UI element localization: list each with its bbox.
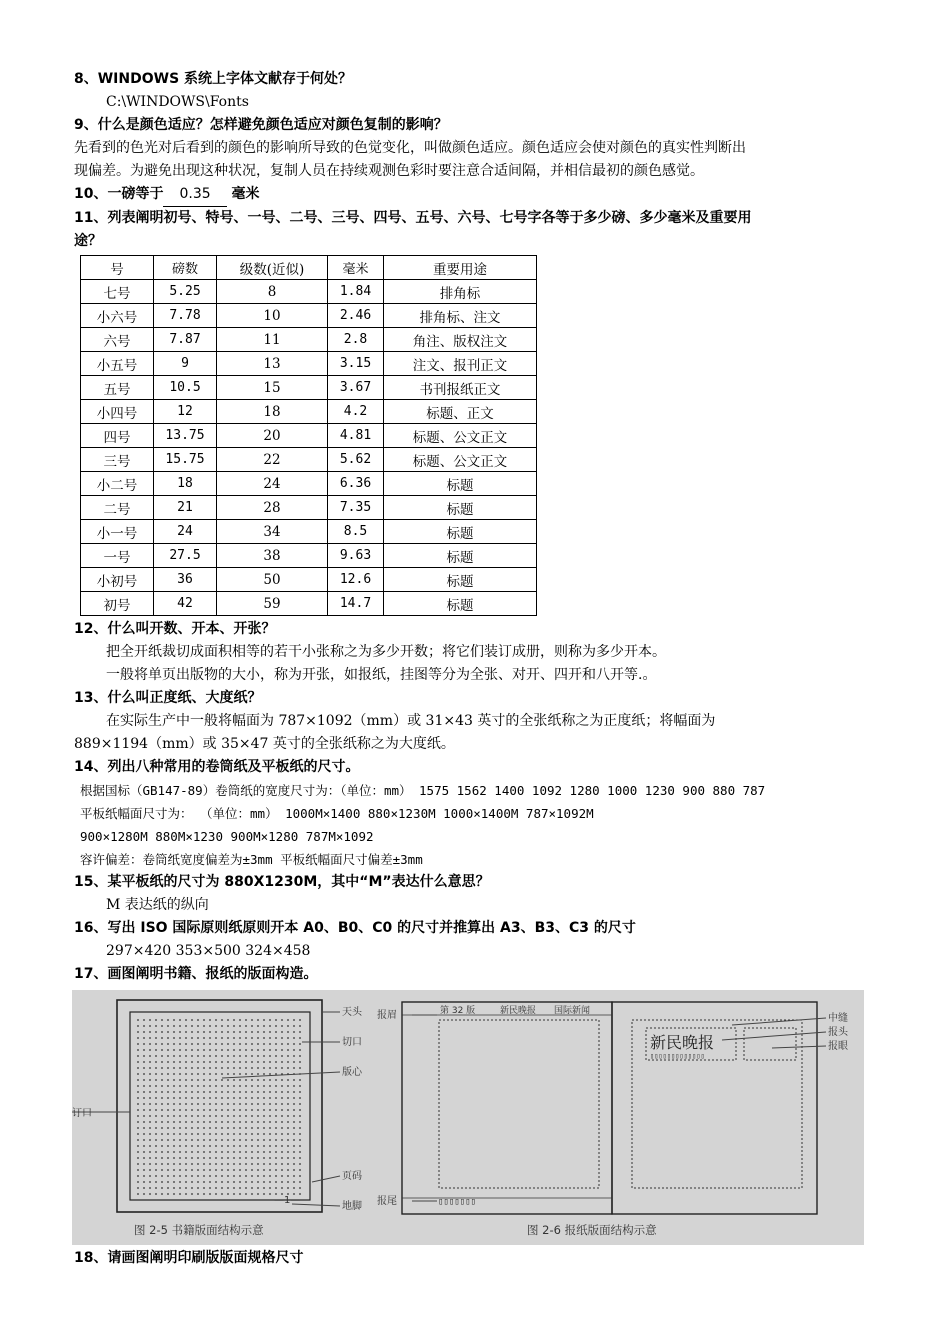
table-row	[81, 568, 537, 592]
table-header-row	[81, 256, 537, 280]
table-cell: 标题、公文正文	[384, 448, 537, 472]
table-cell: 标题	[384, 520, 537, 544]
paper-caption: 图 2-6 报纸版面结构示意	[527, 1223, 657, 1237]
table-cell: 标题	[384, 592, 537, 616]
q9-title: 9、什么是颜色适应？怎样避免颜色适应对颜色复制的影响？	[74, 117, 448, 133]
book-text-block	[137, 1019, 301, 1195]
table-cell: 七号	[81, 280, 154, 304]
table-cell: 小二号	[81, 472, 154, 496]
q10-suffix: 毫米	[231, 186, 260, 202]
table-cell: 3.67	[328, 376, 384, 400]
table-cell: 8	[217, 280, 328, 304]
q10-line	[74, 183, 880, 207]
table-cell: 标题、正文	[384, 400, 537, 424]
table-cell: 4.81	[328, 424, 384, 448]
q13-title: 13、什么叫正度纸、大度纸？	[74, 690, 262, 706]
table-cell: 7.78	[154, 304, 217, 328]
table-cell: 21	[154, 496, 217, 520]
table-cell: 12.6	[328, 568, 384, 592]
table-row	[81, 304, 537, 328]
page-number: —1—	[274, 1195, 301, 1206]
table-cell: 2.46	[328, 304, 384, 328]
label-baowei: 报尾	[377, 1196, 397, 1207]
table-cell: 42	[154, 592, 217, 616]
table-cell: 13	[217, 352, 328, 376]
book-caption: 图 2-5 书籍版面结构示意	[134, 1223, 264, 1237]
table-cell: 10	[217, 304, 328, 328]
q16-title: 16、写出 ISO 国际原则纸原则开本 A0、B0、C0 的尺寸并推算出 A3、B3、C3 的尺寸	[74, 920, 636, 936]
label-baoyan: 报眼	[828, 1041, 848, 1052]
layout-figure	[72, 990, 864, 1245]
book-diagram	[72, 1000, 363, 1237]
header-page-label: 第 32 版	[440, 1006, 476, 1016]
table-row	[81, 376, 537, 400]
table-cell: 二号	[81, 496, 154, 520]
table-cell: 书刊报纸正文	[384, 376, 537, 400]
q14-line3: 900×1280M 880M×1230 900M×1280 787M×1092	[80, 829, 374, 844]
table-row	[81, 352, 537, 376]
table-cell: 11	[217, 328, 328, 352]
table-cell: 20	[217, 424, 328, 448]
table-cell: 排角标、注文	[384, 304, 537, 328]
table-cell: 15	[217, 376, 328, 400]
table-cell: 8.5	[328, 520, 384, 544]
q14-line4: 容许偏差：卷筒纸宽度偏差为±3mm 平板纸幅面尺寸偏差±3mm	[80, 852, 423, 867]
table-header-cell: 级数(近似)	[217, 256, 328, 280]
table-cell: 27.5	[154, 544, 217, 568]
newspaper-diagram	[377, 1002, 849, 1237]
table-row	[81, 400, 537, 424]
q13-line2: 889×1194（mm）或 35×47 英寸的全张纸称之为大度纸。	[74, 736, 455, 752]
table-cell: 15.75	[154, 448, 217, 472]
q8-title: 8、WINDOWS 系统上字体文献存于何处？	[74, 71, 353, 87]
table-cell: 三号	[81, 448, 154, 472]
q9-line1: 先看到的色光对后看到的颜色的影响所导致的色觉变化，叫做颜色适应。颜色适应会使对颜色的真实性判断出	[74, 140, 746, 156]
table-cell: 18	[154, 472, 217, 496]
table-cell: 标题	[384, 496, 537, 520]
table-row	[81, 424, 537, 448]
label-dijiao: 地脚	[342, 1201, 362, 1212]
table-cell: 注文、报刊正文	[384, 352, 537, 376]
label-yema: 页码	[342, 1171, 362, 1182]
table-header-cell: 磅数	[154, 256, 217, 280]
masthead-title: 新民晚报	[650, 1033, 715, 1052]
q16-answer: 297×420 353×500 324×458	[106, 943, 311, 959]
table-cell: 一号	[81, 544, 154, 568]
q12-title: 12、什么叫开数、开本、开张？	[74, 621, 276, 637]
header-section: 国际新闻	[554, 1006, 591, 1016]
q17-title: 17、画图阐明书籍、报纸的版面构造。	[74, 966, 318, 982]
table-row	[81, 496, 537, 520]
label-banxin: 版心	[342, 1067, 362, 1078]
table-cell: 6.36	[328, 472, 384, 496]
table-cell: 24	[154, 520, 217, 544]
header-paper-name: 新民晚报	[500, 1006, 537, 1016]
table-cell: 7.87	[154, 328, 217, 352]
table-cell: 59	[217, 592, 328, 616]
document-page	[74, 68, 880, 1270]
table-row	[81, 280, 537, 304]
q11-title-line2: 途？	[74, 233, 102, 249]
table-cell: 角注、版权注文	[384, 328, 537, 352]
table-cell: 六号	[81, 328, 154, 352]
table-cell: 四号	[81, 424, 154, 448]
table-cell: 22	[217, 448, 328, 472]
table-cell: 标题	[384, 472, 537, 496]
table-cell: 18	[217, 400, 328, 424]
table-cell: 小初号	[81, 568, 154, 592]
table-cell: 3.15	[328, 352, 384, 376]
table-cell: 28	[217, 496, 328, 520]
table-cell: 34	[217, 520, 328, 544]
label-baomei: 报眉	[377, 1010, 397, 1021]
table-cell: 24	[217, 472, 328, 496]
table-cell: 标题	[384, 544, 537, 568]
table-header-cell: 号	[81, 256, 154, 280]
q10-value: 0.35	[163, 183, 226, 207]
table-cell: 小六号	[81, 304, 154, 328]
q18-title: 18、请画图阐明印刷版版面规格尺寸	[74, 1250, 304, 1266]
q13-line1: 在实际生产中一般将幅面为 787×1092（mm）或 31×43 英寸的全张纸称之为正度纸；将幅面为	[106, 713, 716, 729]
table-cell: 9	[154, 352, 217, 376]
table-cell: 五号	[81, 376, 154, 400]
table-cell: 5.62	[328, 448, 384, 472]
table-cell: 标题、公文正文	[384, 424, 537, 448]
table-row	[81, 448, 537, 472]
q8-answer: C:\WINDOWS\Fonts	[106, 94, 249, 110]
q14-title: 14、列出八种常用的卷筒纸及平板纸的尺寸。	[74, 759, 360, 775]
font-size-table	[80, 255, 537, 616]
table-header-cell: 重要用途	[384, 256, 537, 280]
q10-prefix: 10、一磅等于	[74, 186, 164, 202]
table-cell: 10.5	[154, 376, 217, 400]
table-row	[81, 544, 537, 568]
table-cell: 2.8	[328, 328, 384, 352]
table-row	[81, 472, 537, 496]
label-dingkou: 订口	[72, 1108, 92, 1119]
q12-p2: 一般将单页出版物的大小，称为开张，如报纸，挂图等分为全张、对开、四开和八开等.。	[106, 667, 657, 683]
table-cell: 小五号	[81, 352, 154, 376]
table-cell: 13.75	[154, 424, 217, 448]
table-cell: 9.63	[328, 544, 384, 568]
q14-line1: 根据国标（GB147-89）卷筒纸的宽度尺寸为：（单位：mm） 1575 1562 1400 1092 1280 1000 1230 900 880 787	[80, 783, 766, 798]
table-cell: 50	[217, 568, 328, 592]
table-cell: 4.2	[328, 400, 384, 424]
table-row	[81, 592, 537, 616]
q15-answer: M 表达纸的纵向	[106, 897, 209, 913]
q15-title: 15、某平板纸的尺寸为 880X1230M，其中“M”表达什么意思？	[74, 874, 490, 890]
table-cell: 12	[154, 400, 217, 424]
table-cell: 14.7	[328, 592, 384, 616]
footer-mark: ▯▯▯▯▯▯▯	[438, 1197, 476, 1207]
table-cell: 36	[154, 568, 217, 592]
table-cell: 38	[217, 544, 328, 568]
q14-line2: 平板纸幅面尺寸为： （单位：mm） 1000M×1400 880×1230M 1000×1400M 787×1092M	[80, 806, 594, 821]
table-cell: 小四号	[81, 400, 154, 424]
table-header-cell: 毫米	[328, 256, 384, 280]
table-cell: 1.84	[328, 280, 384, 304]
label-qiekou: 切口	[342, 1037, 362, 1048]
masthead-sub: ▯▯▯▯▯▯▯▯▯▯▯▯▯	[650, 1052, 705, 1060]
table-row	[81, 520, 537, 544]
table-cell: 标题	[384, 568, 537, 592]
table-cell: 7.35	[328, 496, 384, 520]
label-zhongfeng: 中缝	[828, 1013, 848, 1024]
label-tiantou: 天头	[342, 1007, 362, 1018]
table-cell: 排角标	[384, 280, 537, 304]
table-row	[81, 328, 537, 352]
q11-title-line1: 11、列表阐明初号、特号、一号、二号、三号、四号、五号、六号、七号字各等于多少磅、多少毫米及重要用	[74, 210, 752, 226]
table-cell: 小一号	[81, 520, 154, 544]
q9-line2: 现偏差。为避免出现这种状况，复制人员在持续观测色彩时要注意合适间隔，并相信最初的颜色感觉。	[74, 163, 704, 179]
table-cell: 初号	[81, 592, 154, 616]
table-cell: 5.25	[154, 280, 217, 304]
layout-figure-svg	[72, 990, 864, 1245]
q12-p1: 把全开纸裁切成面积相等的若干小张称之为多少开数；将它们装订成册，则称为多少开本。	[106, 644, 666, 660]
label-baotou: 报头	[828, 1027, 848, 1038]
